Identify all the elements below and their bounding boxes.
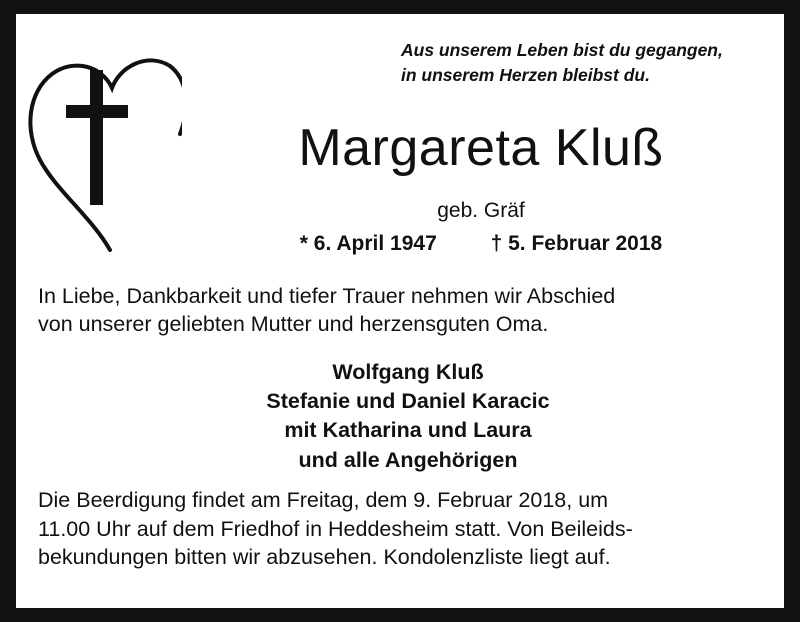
quote-line-2: in unserem Herzen bleibst du. (401, 65, 650, 86)
death-date: † 5. Februar 2018 (490, 232, 663, 255)
mourning-message (38, 282, 778, 339)
life-dates (186, 232, 776, 256)
notice-content (16, 14, 784, 608)
heart-with-cross-icon (22, 22, 182, 262)
funeral-line-2: 11.00 Uhr auf dem Friedhof in Heddesheim statt. Von Beileids- (38, 516, 633, 541)
birth-date: * 6. April 1947 (299, 232, 437, 255)
funeral-line-1: Die Beerdigung findet am Freitag, dem 9. Februar 2018, um (38, 488, 609, 512)
funeral-line-3: bekundungen bitten wir abzusehen. Kondolenzliste liegt auf. (38, 545, 611, 570)
funeral-details (38, 486, 786, 572)
deceased-name: Margareta Kluß (298, 119, 664, 177)
message-line-2: von unserer geliebten Mutter und herzensguten Oma. (38, 312, 549, 337)
quote-text (401, 38, 771, 89)
family-list (38, 358, 778, 475)
message-line-1: In Liebe, Dankbarkeit und tiefer Trauer nehmen wir Abschied (38, 284, 616, 308)
maiden-name: geb. Gräf (437, 199, 525, 222)
family-member: und alle Angehörigen (298, 447, 518, 472)
family-member: Wolfgang Kluß (332, 360, 484, 384)
quote-line-1: Aus unserem Leben bist du gegangen, (401, 40, 723, 60)
family-member: Stefanie und Daniel Karacic (266, 389, 550, 414)
family-member: mit Katharina und Laura (284, 418, 532, 443)
